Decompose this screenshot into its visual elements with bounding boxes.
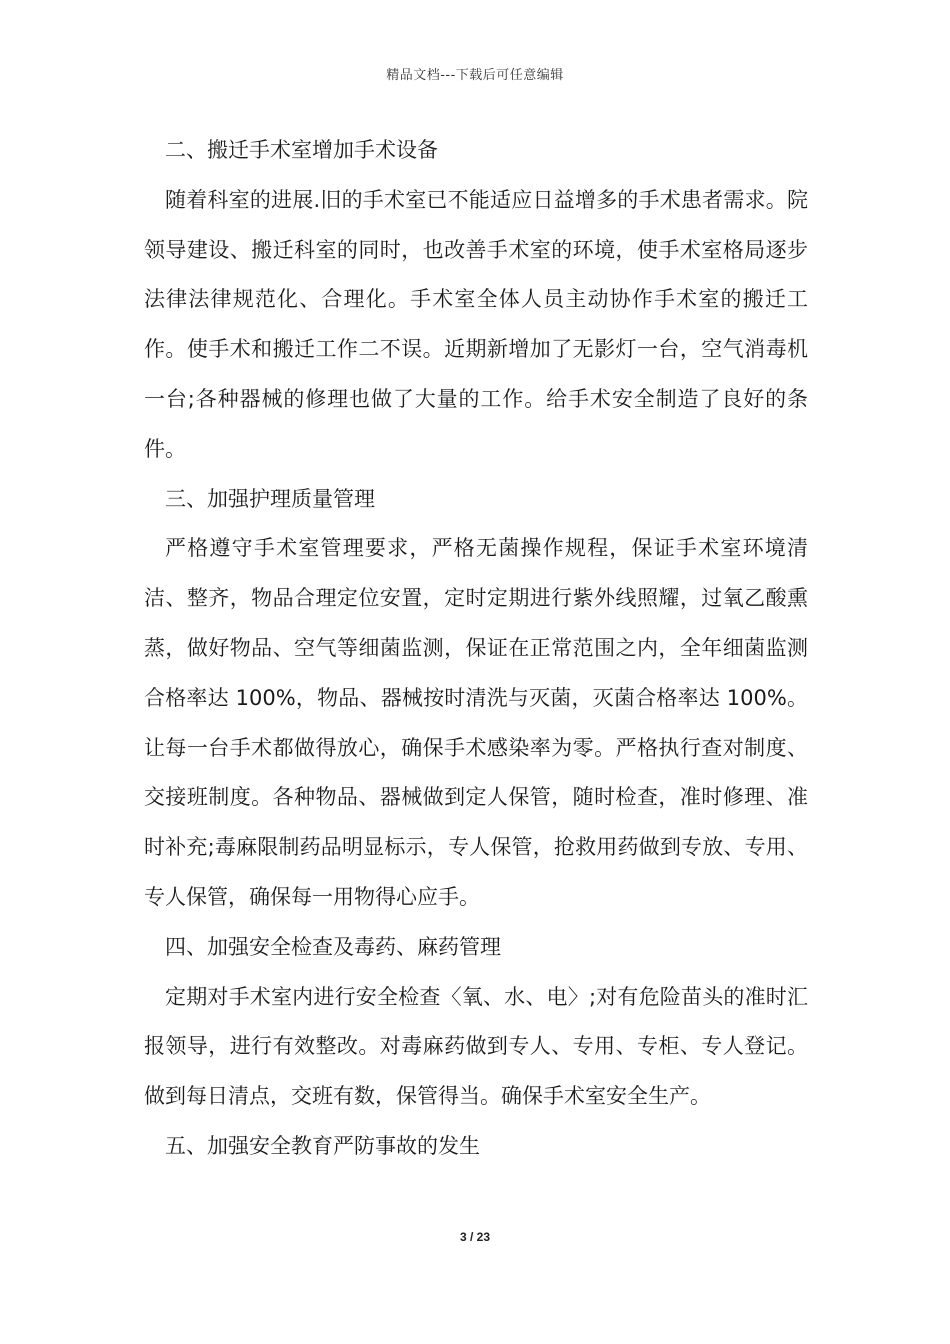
section-paragraph: 严格遵守手术室管理要求，严格无菌操作规程，保证手术室环境清洁、整齐，物品合理定位安置，定时定期进行紫外线照耀，过氧乙酸熏蒸，做好物品、空气等细菌监测，保证在正常范围之内，全年细菌监测合格率达 100%，物品、器械按时清洗与灭菌，灭菌合格率达 100%。让每一台手术都做得放心，确保手术感染率为零。严格执行查对制度、交接班制度。各种物品、器械做到定人保管，随时检查，准时修理、准时补充;毒麻限制药品明显标示，专人保管，抢救用药做到专放、专用、专人保管，确保每一用物得心应手。	[144, 536, 808, 909]
document-body	[144, 126, 808, 1172]
section-heading: 四、加强安全检查及毒药、麻药管理	[165, 934, 501, 959]
section-heading: 五、加强安全教育严防事故的发生	[165, 1133, 480, 1158]
section-paragraph: 随着科室的进展.旧的手术室已不能适应日益增多的手术患者需求。院领导建设、搬迁科室的同时，也改善手术室的环境，使手术室格局逐步法律法律规范化、合理化。手术室全体人员主动协作手术室的搬迁工作。使手术和搬迁工作二不误。近期新增加了无影灯一台，空气消毒机一台;各种器械的修理也做了大量的工作。给手术安全制造了良好的条件。	[144, 187, 808, 461]
page-header: 精品文档---下载后可任意编辑	[386, 68, 564, 83]
section-heading: 二、搬迁手术室增加手术设备	[165, 138, 438, 162]
section-heading: 三、加强护理质量管理	[165, 486, 375, 511]
section-paragraph: 定期对手术室内进行安全检查〈氧、水、电〉;对有危险苗头的准时汇报领导，进行有效整改。对毒麻药做到专人、专用、专柜、专人登记。做到每日清点，交班有数，保管得当。确保手术室安全生产。	[144, 984, 808, 1109]
page-number: 3 / 23	[459, 1230, 491, 1244]
